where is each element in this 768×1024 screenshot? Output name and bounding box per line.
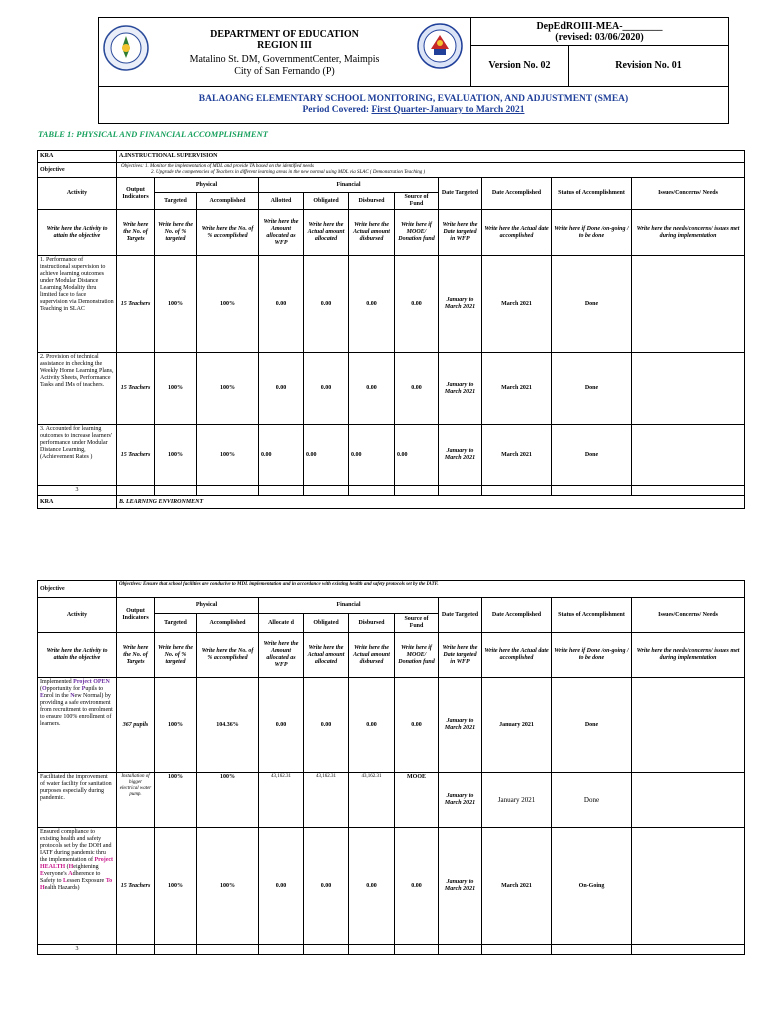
col-status-2: Status of Accomplishment (552, 598, 632, 633)
col-targeted-2: Targeted (155, 614, 197, 633)
col-physical: Physical (155, 178, 259, 193)
objective-label: Objective (38, 163, 117, 178)
table-row: Ensured compliance to existing health and safety protocols set by the DOH and IATF during pandemic thru the implementation of Project HEALTH (Heightening Everyone's Adherence to Safety to Lessen Exposure To Health Hazards) 15 Teachers 100% 100% 0.00 0.00 0.00 0.00 January to March 2021 March 2021 On-Going (38, 828, 745, 945)
kra2-value: B. LEARNING ENVIRONMENT (117, 496, 745, 509)
project-open-activity: Implemented Project OPEN (Opportunity for Pupils to Enrol in the New Normal) by providing a safe environment from recruitment to enrolment to ensure 100% enrollment of learners. (38, 678, 117, 773)
table-row: 2. Provision of technical assistance in checking the Weekly Home Learning Plans, Activity Sheets, Performance Tasks and IMs of teachers. 15 Teachers 100% 100% 0.00 0.00 0.00 0.00 January to March 2021 March 2021 Done (38, 353, 745, 425)
col-source: Source of Fund (395, 193, 439, 210)
col-date-accomplished: Date Accomplished (482, 178, 552, 210)
address-line-2: City of San Fernando (P) (234, 66, 335, 78)
write-here-row-2: Write here the Activity to attain the objective Write here the No. of Targets Write here the No. of % targeted Write here the No. of % accomplished Write here the Amount allocated as WFP Write here the Actual amount allocated Write here the Actual amount disbursed Write here if MOOE/ Donation fund Write here the Date targeted in WFP Write here the Actual date accomplished Write here if Done /on-going / to be done Write here the needs/concerns/ issues met during implementation (38, 633, 745, 678)
period-covered: Period Covered: First Quarter-January to March 2021 (302, 104, 525, 115)
col-date-accomplished-2: Date Accomplished (482, 598, 552, 633)
objective-value: Objectives: 1. Monitor the implementation of MDL and provide TA based on the identified needs 2. Upgrade the competencies of Teachers in different learning areas in the new normal using MDL via SLAC ( Demonstration Teaching ) (117, 163, 745, 178)
document-header (98, 17, 729, 124)
table-footer-row: 3 (38, 486, 745, 496)
write-here-row: Write here the Activity to attain the objective Write here the No. of Targets Write here the No. of % targeted Write here the No. of % accomplished Write here the Amount allocated as WFP Write here the Actual amount allocated Write here the Actual amount disbursed Write here if MOOE/ Donation fund Write here the Date targeted in WFP Write here the Actual date accomplished Write here if Done /on-going / to be done Write here the needs/concerns/ issues met during implementation (38, 210, 745, 256)
col-source-2: Source of Fund (395, 614, 439, 633)
col-activity-2: Activity (38, 598, 117, 633)
table-row: Facilitated the improvement of water facility for sanitation purposes especially during pandemic. Installation of bigger electrical water pump. 100% 100% 43,162.31 43,162.31 43,162.31 MOOE January to March 2021 January 2021 Done (38, 773, 745, 828)
address-line-1: Matalino St. DM, GovernmentCenter, Maimpis (189, 54, 380, 66)
col-disbursed-2: Disbursed (349, 614, 395, 633)
table1-title: TABLE 1: PHYSICAL AND FINANCIAL ACCOMPLISHMENT (38, 129, 268, 139)
col-output: Output Indicators (117, 178, 155, 210)
col-allocated-2: Allocate d (259, 614, 304, 633)
col-accomplished-2: Accomplished (197, 614, 259, 633)
col-financial-2: Financial (259, 598, 439, 614)
seal-left-icon (103, 25, 149, 71)
seal-right-icon (417, 23, 463, 69)
col-status: Status of Accomplishment (552, 178, 632, 210)
col-allotted: Allotted (259, 193, 304, 210)
header-left-block (99, 18, 471, 87)
col-physical-2: Physical (155, 598, 259, 614)
col-obligated: Obligated (304, 193, 349, 210)
col-output-2: Output Indicators (117, 598, 155, 633)
kra-value: A.INSTRUCTIONAL SUPERVISION (117, 151, 745, 163)
dept-name: DEPARTMENT OF EDUCATION (210, 29, 359, 41)
doc-code-cell (471, 18, 729, 46)
table-row: Implemented Project OPEN (Opportunity for Pupils to Enrol in the New Normal) by providing a safe environment from recruitment to enrolment to ensure 100% enrollment of learners. 367 pupils 100% 104.36% 0.00 0.00 0.00 0.00 January to March 2021 January 2021 Done (38, 678, 745, 773)
project-health-activity: Ensured compliance to existing health and safety protocols set by the DOH and IATF during pandemic thru the implementation of Project HEALTH (Heightening Everyone's Adherence to Safety to Lessen Exposure To Health Hazards) (38, 828, 117, 945)
report-title: BALAOANG ELEMENTARY SCHOOL MONITORING, EVALUATION, AND ADJUSTMENT (SMEA) (198, 93, 629, 104)
doc-code: DepEdROIII-MEA-________ (536, 20, 663, 32)
accomplishment-table-2 (37, 580, 745, 955)
table-row: 3. Accounted for learning outcomes to increase learners' performance under Modular Distance Learning, (Achievement Rates ) 15 Teachers 100% 100% 0.00 0.00 0.00 0.00 January to March 2021 March 2021 Done (38, 425, 745, 486)
kra2-label: KRA (38, 496, 117, 509)
col-date-targeted: Date Targeted (439, 178, 482, 210)
col-activity: Activity (38, 178, 117, 210)
revised-date: (revised: 03/06/2020) (555, 31, 644, 43)
region-name: REGION III (257, 40, 312, 52)
kra-label: KRA (38, 151, 117, 163)
table-footer-row: 3 (38, 945, 745, 955)
col-accomplished: Accomplished (197, 193, 259, 210)
objective-value-2: Objectives: Ensure that school facilities are conducive to MDL implementation and in accordance with existing health and safety protocols set by the IATF. (117, 581, 745, 598)
objective-label-2: Objective (38, 581, 117, 598)
col-issues-2: Issues/Concerns/ Needs (632, 598, 745, 633)
col-issues: Issues/Concerns/ Needs (632, 178, 745, 210)
col-financial: Financial (259, 178, 439, 193)
col-disbursed: Disbursed (349, 193, 395, 210)
report-title-cell (99, 86, 729, 123)
table-row: 1. Performance of instructional supervision to achieve learning outcomes under Modular Distance Learning Modality thru limited face to face supervision via Demonstration Teaching in SLAC 15 Teachers 100% 100% 0.00 0.00 0.00 0.00 January to March 2021 March 2021 Done (38, 256, 745, 353)
col-obligated-2: Obligated (304, 614, 349, 633)
accomplishment-table-1 (37, 150, 745, 509)
col-date-targeted-2: Date Targeted (439, 598, 482, 633)
revision-no: Revision No. 01 (569, 46, 729, 86)
col-targeted: Targeted (155, 193, 197, 210)
version-no: Version No. 02 (471, 46, 569, 86)
